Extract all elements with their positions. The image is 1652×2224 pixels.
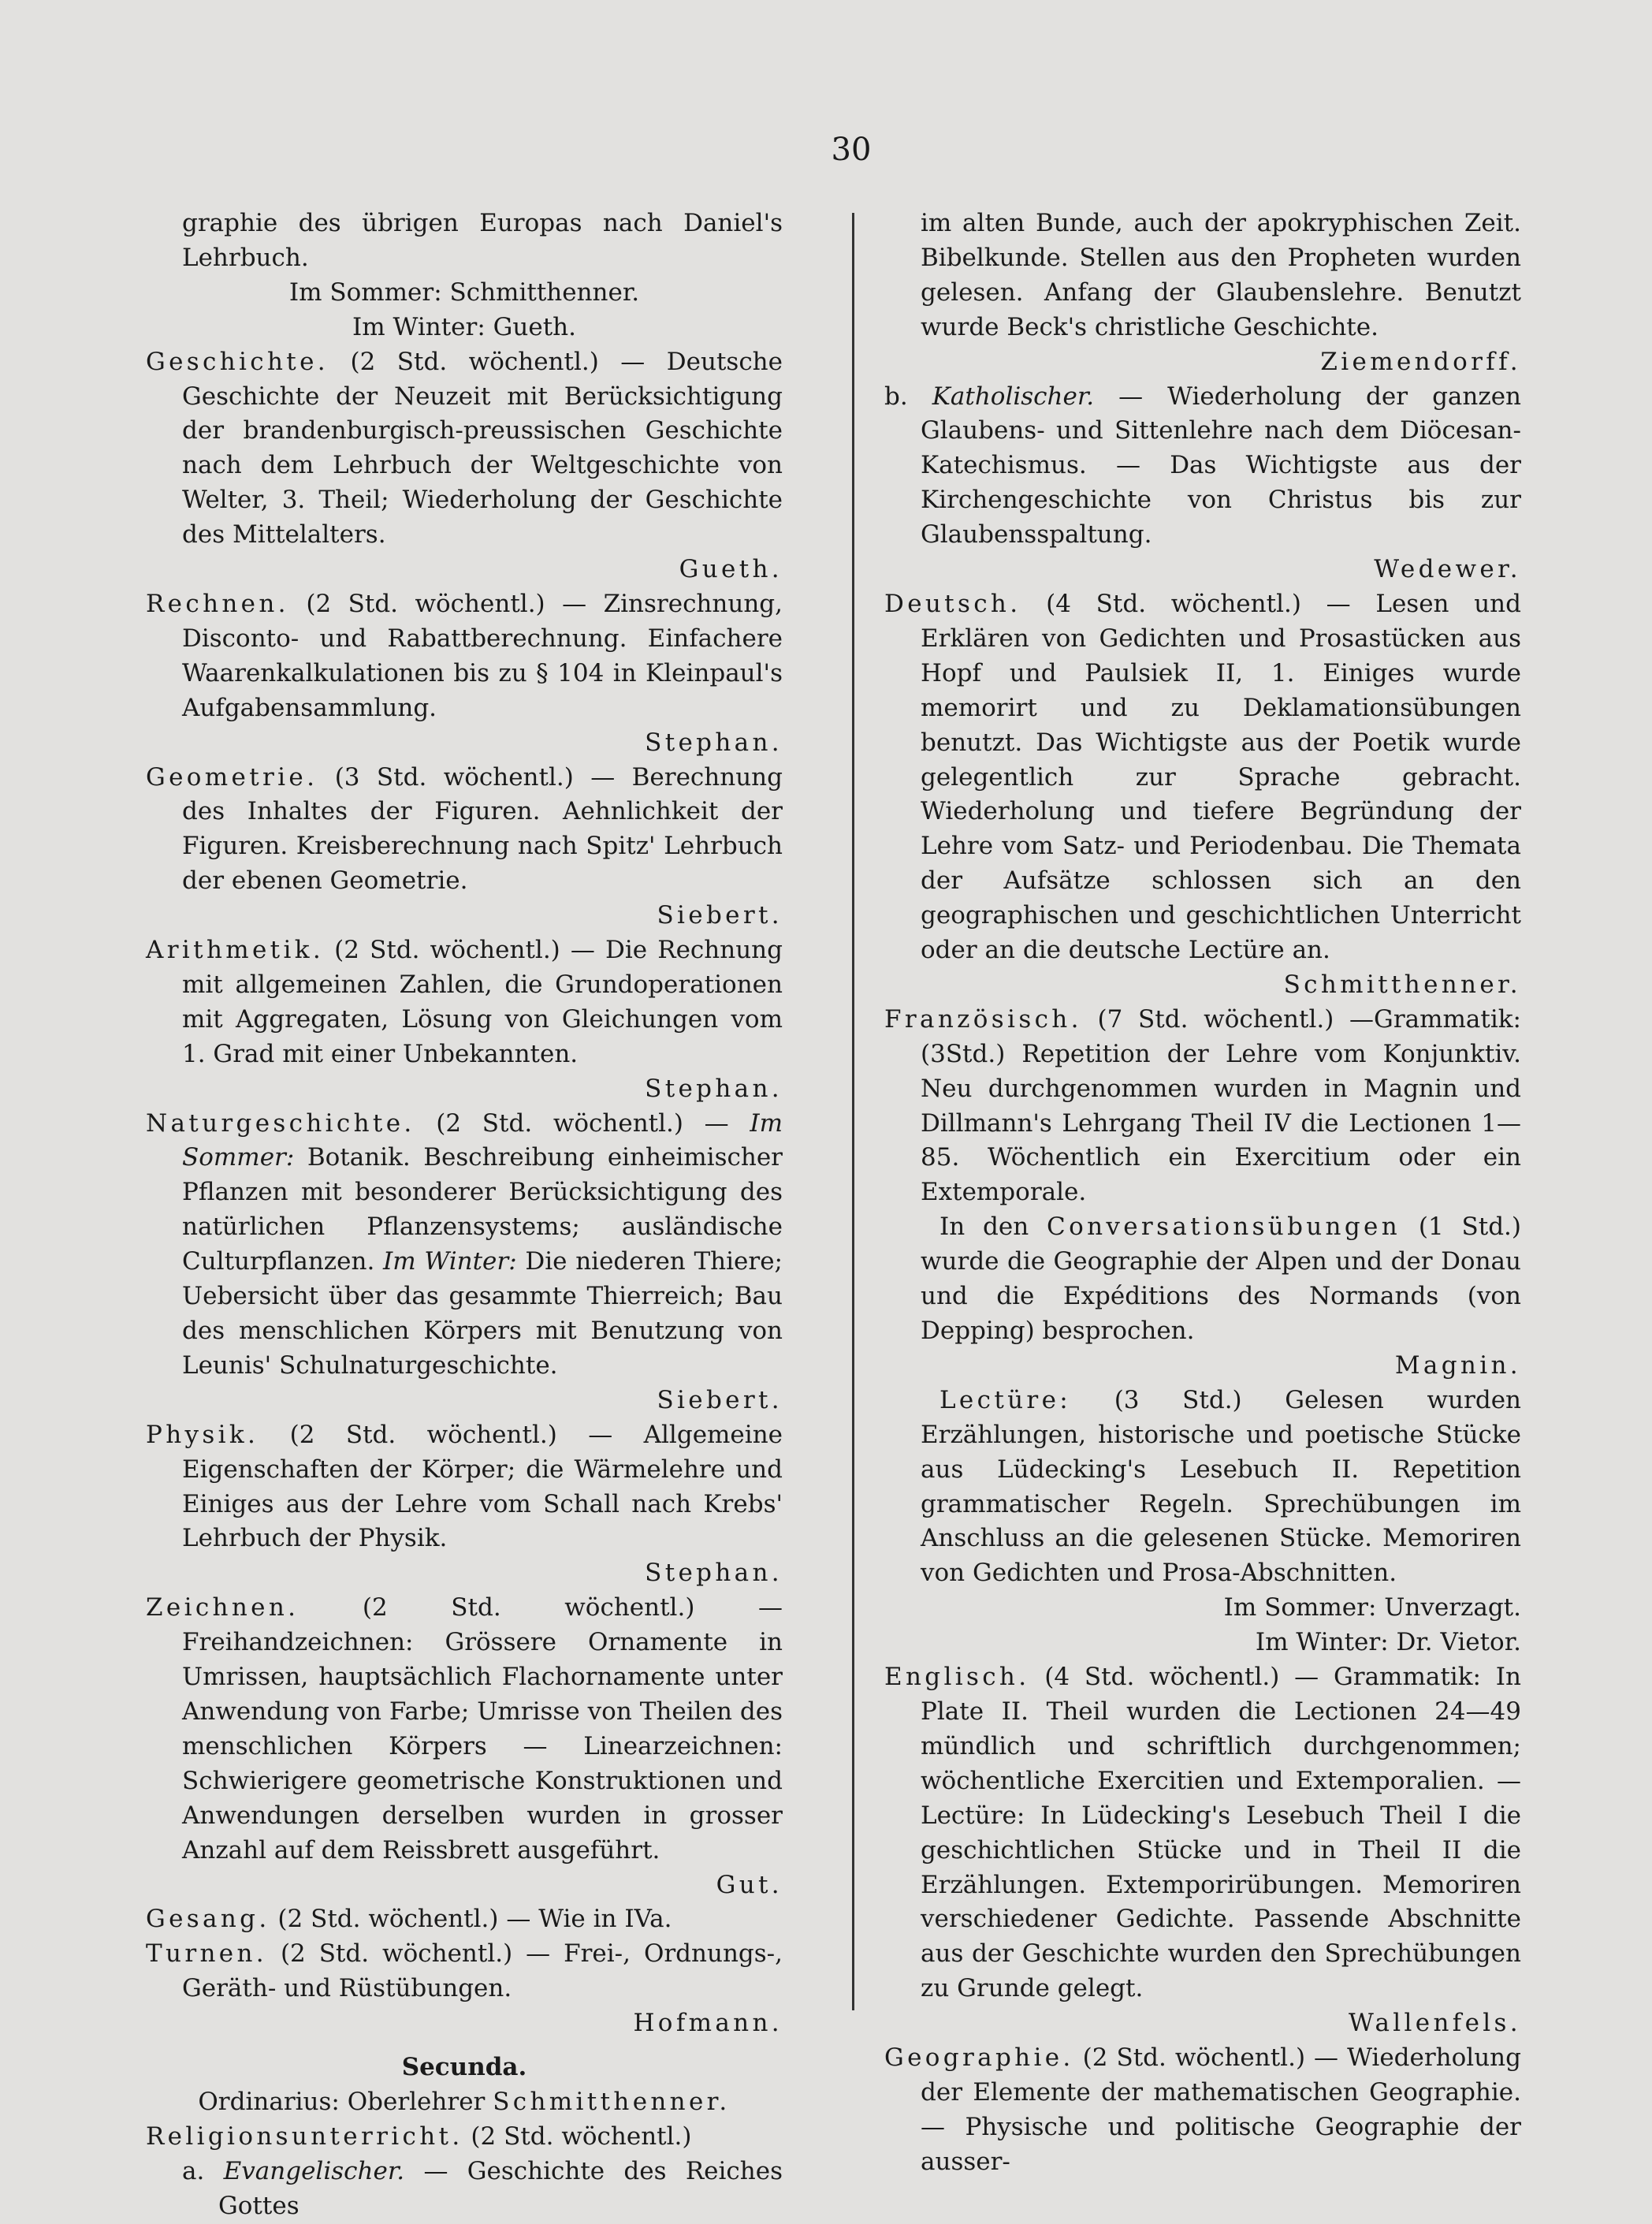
entry-text: (3 Std.) Gelesen wurden Erzählungen, historische und poetische Stücke aus Lüdecking's Lesebuch II. Repetition grammatischer Regeln. Sprechübungen im Anschluss an die gelesenen Stücke. Memoriren von Gedichten und Prosa-Abschnitten. bbox=[921, 1385, 1521, 1588]
signature-vietor: Im Winter: Dr. Vietor. bbox=[1255, 1628, 1521, 1657]
entry-text: (2 Std. wöchentl.) — bbox=[436, 1108, 729, 1138]
entry-heading: Religionsunterricht. bbox=[146, 2122, 463, 2151]
entry-italic: Evangelischer. bbox=[223, 2156, 405, 2185]
entry-gesang bbox=[146, 1902, 783, 1937]
entry-turnen bbox=[146, 1937, 783, 2006]
entry-arithmetik bbox=[146, 933, 783, 1072]
entry-heading: Geometrie. bbox=[146, 762, 318, 792]
signature-siebert: Siebert. bbox=[657, 901, 783, 930]
entry-heading: Lectüre: bbox=[939, 1385, 1072, 1414]
entry-naturgeschichte bbox=[146, 1107, 783, 1384]
signature-wallenfels: Wallenfels. bbox=[1348, 2009, 1521, 2038]
ordinarius-label: Ordinarius: Oberlehrer bbox=[198, 2087, 486, 2116]
signature-gueth: Gueth. bbox=[679, 555, 783, 584]
entry-text: (3 Std. wöchentl.) — Berechnung des Inhaltes der Figuren. Aehnlichkeit der Figuren. Kreisberechnung nach Spitz' Lehrbuch der ebenen Geometrie. bbox=[182, 762, 783, 896]
paragraph-evangelisch-cont: im alten Bunde, auch der apokryphischen Zeit. Bibelkunde. Stellen aus den Propheten wurden gelesen. Anfang der Glaubenslehre. Benutzt wurde Beck's christliche Geschichte. bbox=[921, 209, 1521, 341]
entry-heading: Zeichnen. bbox=[146, 1593, 300, 1622]
entry-text: Die niederen Thiere; Uebersicht über das gesammte Thierreich; Bau des menschlichen Körpers mit Benutzung von Leunis' Schulnaturgeschichte. bbox=[182, 1247, 783, 1380]
entry-text: (4 Std. wöchentl.) — Lesen und Erklären von Gedichten und Prosastücken aus Hopf und Paulsiek II, 1. Einiges wurde memorirt und zu Deklamationsübungen benutzt. Das Wichtigste aus der Poetik wurde gelegentlich zur Sprache gebracht. Wiederholung und tiefere Begründung der Lehre vom Satz- und Periodenbau. Die Themata der Aufsätze schlossen sich an den geographischen und geschichtlichen Unterricht oder an die deutsche Lectüre an. bbox=[921, 589, 1521, 965]
signature-wedewer: Wedewer. bbox=[1374, 555, 1521, 584]
signature-stephan: Stephan. bbox=[645, 1559, 783, 1588]
entry-rechnen bbox=[146, 587, 783, 726]
entry-franzoesisch bbox=[884, 1003, 1521, 1210]
signature-gut: Gut. bbox=[716, 1870, 783, 1899]
entry-italic: Im Winter: bbox=[383, 1247, 517, 1276]
entry-text: (2 Std. wöchentl.) — Deutsche Geschichte der Neuzeit mit Berücksichtigung der brandenburgisch-preussischen Geschichte nach dem Lehrbuch der Weltgeschichte von Welter, 3. Theil; Wiederholung der Geschichte des Mittelalters. bbox=[182, 347, 783, 549]
entry-geschichte bbox=[146, 345, 783, 553]
entry-heading: Turnen. bbox=[146, 1939, 267, 1969]
entry-text: (2 Std. wöchentl.) bbox=[471, 2122, 692, 2151]
entry-geographie bbox=[884, 2041, 1521, 2180]
left-column bbox=[146, 207, 783, 2224]
signature-magnin: Magnin. bbox=[1394, 1350, 1521, 1380]
entry-heading: Deutsch. bbox=[884, 589, 1021, 618]
list-label: a. bbox=[182, 2156, 205, 2185]
column-divider bbox=[852, 213, 854, 2010]
signature-unverzagt: Im Sommer: Unverzagt. bbox=[1223, 1593, 1521, 1622]
right-column bbox=[884, 207, 1521, 2180]
entry-text: Botanik. Beschreibung einheimischer Pflanzen mit besonderer Berücksichtigung des natürlichen Pflanzensystems; ausländische Culturpflanzen. bbox=[182, 1143, 783, 1276]
entry-text: — Geschichte des Reiches Gottes bbox=[218, 2156, 783, 2220]
entry-heading: Rechnen. bbox=[146, 589, 289, 618]
entry-heading: Geographie. bbox=[884, 2043, 1074, 2073]
entry-text: (2 Std. wöchentl.) — Wiederholung der Elemente der mathematischen Geographie. — Physische und politische Geographie der ausser- bbox=[921, 2043, 1521, 2176]
entry-text: (4 Std. wöchentl.) — Grammatik: In Plate II. Theil wurden die Lectionen 24—49 mündlich und schriftlich durchgenommen; wöchentliche Exercitien und Extemporalien. — Lectüre: In Lüdecking's Lesebuch Theil I die geschichtlichen Stücke und in Theil II die Erzählungen. Extemporirübungen. Memoriren verschiedener Gedichte. Passende Abschnitte aus der Geschichte wurden den Sprechübungen zu Grunde gelegt. bbox=[921, 1663, 1521, 2003]
signature-siebert: Siebert. bbox=[657, 1385, 783, 1414]
entry-text: In den bbox=[939, 1213, 1029, 1242]
entry-italic: Im Sommer: bbox=[182, 1108, 783, 1172]
entry-text: (2 Std. wöchentl.) — Zinsrechnung, Disconto- und Rabattberechnung. Einfachere Waarenkalkulationen bis zu § 104 in Kleinpaul's Aufgabensammlung. bbox=[182, 589, 783, 722]
entry-zeichnen bbox=[146, 1591, 783, 1868]
entry-heading: Arithmetik. bbox=[146, 936, 325, 965]
entry-text: (1 Std.) wurde die Geographie der Alpen und der Donau und die Expéditions des Normands (von Depping) besprochen. bbox=[921, 1213, 1521, 1345]
entry-text: (2 Std. wöchentl.) — Allgemeine Eigenschaften der Körper; die Wärmelehre und Einiges aus der Lehre vom Schall nach Krebs' Lehrbuch der Physik. bbox=[182, 1420, 783, 1553]
signature-sommer: Im Sommer: Schmitthenner. bbox=[288, 278, 640, 307]
signature-winter: Im Winter: Gueth. bbox=[352, 312, 576, 341]
entry-lectuere bbox=[884, 1384, 1521, 1591]
entry-katholisch bbox=[884, 380, 1521, 553]
entry-heading: Physik. bbox=[146, 1420, 259, 1449]
entry-text: (2 Std. wöchentl.) — Freihandzeichnen: Grössere Ornamente in Umrissen, hauptsächlich Flachornamente unter Anwendung von Farbe; Umrisse von Theilen des menschlichen Körpers — Linearzeichnen: Schwierigere geometrische Konstruktionen und Anwendungen derselben wurden in grosser Anzahl auf dem Reissbrett ausgeführt. bbox=[182, 1593, 783, 1865]
entry-heading: Naturgeschichte. bbox=[146, 1108, 415, 1138]
entry-physik bbox=[146, 1418, 783, 1557]
signature-stephan: Stephan. bbox=[645, 728, 783, 757]
paragraph-geographie-end: graphie des übrigen Europas nach Daniel's Lehrbuch. bbox=[182, 209, 783, 272]
entry-geometrie bbox=[146, 761, 783, 900]
entry-heading: Conversationsübungen bbox=[1047, 1213, 1401, 1242]
entry-heading: Gesang. bbox=[146, 1905, 270, 1934]
signature-stephan: Stephan. bbox=[645, 1074, 783, 1103]
signature-hofmann: Hofmann. bbox=[633, 2009, 783, 2038]
entry-conversation bbox=[884, 1210, 1521, 1349]
entry-heading: Englisch. bbox=[884, 1663, 1030, 1692]
entry-text: (2 Std. wöchentl.) — Die Rechnung mit allgemeinen Zahlen, die Grundoperationen mit Aggregaten, Lösung von Gleichungen vom 1. Grad mit einer Unbekannten. bbox=[182, 936, 783, 1068]
entry-evangelisch bbox=[146, 2155, 783, 2224]
signature-ziemendorff: Ziemendorff. bbox=[1320, 347, 1521, 376]
entry-text: (7 Std. wöchentl.) —Grammatik: (3Std.) Repetition der Lehre vom Konjunktiv. Neu durchgenommen wurden in Magnin und Dillmann's Lehrgang Theil IV die Lectionen 1—85. Wöchentlich ein Exercitium oder ein Extemporale. bbox=[921, 1004, 1521, 1207]
signature-schmitthenner: Schmitthenner. bbox=[1283, 970, 1521, 999]
ordinarius-name: Schmitthenner. bbox=[493, 2087, 731, 2116]
section-heading-secunda: Secunda. bbox=[401, 2053, 527, 2082]
entry-text: (2 Std. wöchentl.) — Wie in IVa. bbox=[277, 1905, 672, 1934]
entry-italic: Katholischer. bbox=[932, 382, 1095, 411]
entry-text: (2 Std. wöchentl.) — Frei-, Ordnungs-, Geräth- und Rüstübungen. bbox=[182, 1939, 783, 2003]
entry-heading: Französisch. bbox=[884, 1004, 1082, 1034]
entry-deutsch bbox=[884, 587, 1521, 968]
ordinarius-line bbox=[146, 2085, 783, 2120]
entry-heading: Geschichte. bbox=[146, 347, 329, 376]
entry-englisch bbox=[884, 1660, 1521, 2006]
entry-text: — Wiederholung der ganzen Glaubens- und Sittenlehre nach dem Diöcesan-Katechismus. — Das Wichtigste aus der Kirchengeschichte von Christus bis zur Glaubensspaltung. bbox=[921, 382, 1522, 549]
page-number: 30 bbox=[831, 132, 872, 168]
list-label: b. bbox=[884, 382, 908, 411]
